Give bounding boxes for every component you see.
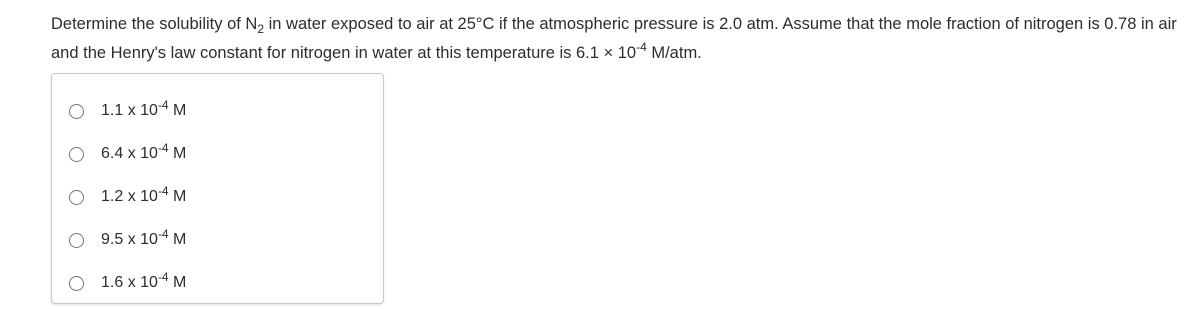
answer-option-2[interactable] <box>69 142 186 166</box>
option-exponent: -4 <box>157 141 169 155</box>
answer-option-1[interactable] <box>69 99 186 123</box>
answer-option-label <box>101 98 187 120</box>
question-text <box>51 10 1181 68</box>
answer-option-label <box>101 141 187 163</box>
answer-option-3[interactable] <box>69 185 186 209</box>
option-exponent: -4 <box>157 270 169 284</box>
option-mantissa: 1.6 x 10 <box>101 274 158 291</box>
answer-option-4[interactable] <box>69 228 186 252</box>
radio-button[interactable] <box>69 276 84 291</box>
option-mantissa: 1.1 x 10 <box>101 102 158 119</box>
radio-button[interactable] <box>69 190 84 205</box>
option-unit: M <box>168 188 187 205</box>
radio-button[interactable] <box>69 147 84 162</box>
option-exponent: -4 <box>157 98 169 112</box>
option-exponent: -4 <box>157 184 169 198</box>
option-mantissa: 1.2 x 10 <box>101 188 158 205</box>
answer-option-5[interactable] <box>69 271 186 295</box>
answer-option-label <box>101 270 187 292</box>
question-part-1: Determine the solubility of N <box>51 15 258 33</box>
answer-option-label <box>101 184 187 206</box>
option-mantissa: 6.4 x 10 <box>101 145 158 162</box>
option-unit: M <box>168 145 187 162</box>
question-superscript: -4 <box>636 40 647 54</box>
option-mantissa: 9.5 x 10 <box>101 231 158 248</box>
question-part-3: M/atm. <box>646 44 702 62</box>
answer-option-label <box>101 227 187 249</box>
radio-button[interactable] <box>69 104 84 119</box>
option-unit: M <box>168 102 187 119</box>
option-unit: M <box>168 274 187 291</box>
question-subscript: 2 <box>257 22 265 36</box>
question-part-2: in water exposed to air at 25°C if the atmospheric pressure is 2.0 atm. Assume that the mole fraction of nitrogen is 0.78 in air and the Henry's law constant for nitrogen in water at this temperature is 6.1 × 10 <box>51 15 1177 62</box>
answer-options-box <box>51 73 384 304</box>
radio-button[interactable] <box>69 233 84 248</box>
option-unit: M <box>168 231 187 248</box>
option-exponent: -4 <box>157 227 169 241</box>
